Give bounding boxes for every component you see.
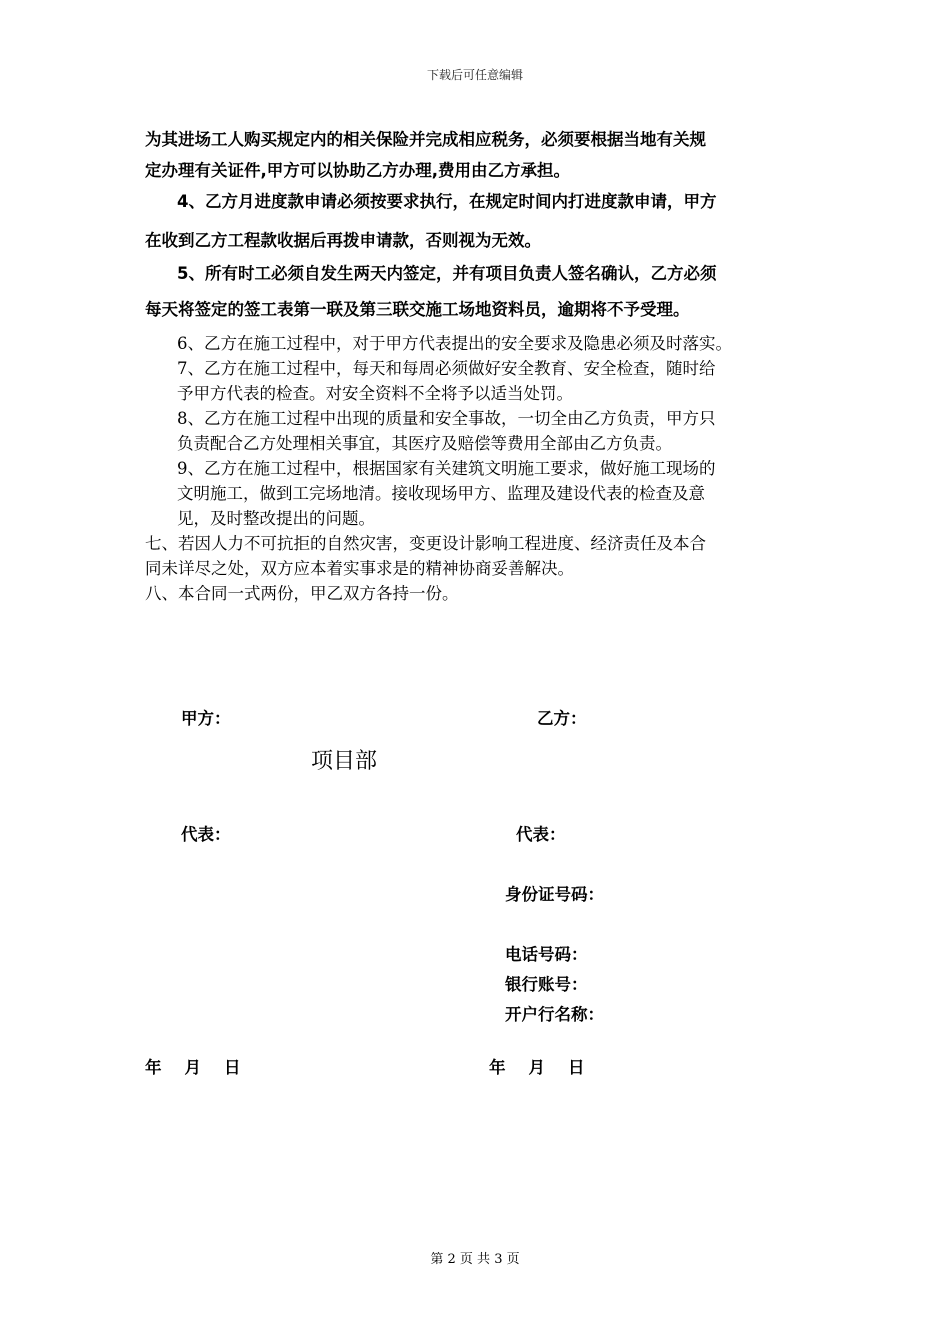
rep-b-label: 代表： bbox=[516, 825, 566, 844]
party-a-label: 甲方： bbox=[181, 709, 231, 728]
bank-account-label: 银行账号： bbox=[505, 975, 588, 994]
body-line: 在收到乙方工程款收据后再拨申请款，否则视为无效。 bbox=[145, 231, 541, 250]
phone-label: 电话号码： bbox=[505, 945, 588, 964]
page-header: 下载后可任意编辑 bbox=[426, 68, 523, 82]
body-line: 4、乙方月进度款申请必须按要求执行，在规定时间内打进度款申请，甲方 bbox=[177, 192, 717, 211]
body-line: 5、所有时工必须自发生两天内签定，并有项目负责人签名确认，乙方必须 bbox=[177, 264, 717, 283]
body-line: 8、乙方在施工过程中出现的质量和安全事故，一切全由乙方负责，甲方只 bbox=[177, 409, 716, 428]
rep-a-label: 代表： bbox=[181, 825, 231, 844]
body-line: 为其进场工人购买规定内的相关保险并完成相应税务，必须要根据当地有关规 bbox=[145, 130, 706, 149]
page-footer: 第 2 页 共 3 页 bbox=[430, 1252, 520, 1267]
body-line: 6、乙方在施工过程中，对于甲方代表提出的安全要求及隐患必须及时落实。 bbox=[177, 334, 732, 353]
body-line: 7、乙方在施工过程中，每天和每周必须做好安全教育、安全检查，随时给 bbox=[177, 359, 716, 378]
body-line: 文明施工，做到工完场地清。接收现场甲方、监理及建设代表的检查及意 bbox=[177, 484, 705, 503]
body-line: 同未详尽之处，双方应本着实事求是的精神协商妥善解决。 bbox=[145, 559, 574, 578]
date-a: 年 月 日 bbox=[145, 1058, 241, 1077]
party-b-label: 乙方： bbox=[537, 709, 587, 728]
date-b: 年 月 日 bbox=[489, 1058, 585, 1077]
body-line: 9、乙方在施工过程中，根据国家有关建筑文明施工要求，做好施工现场的 bbox=[177, 459, 716, 478]
bank-name-label: 开户行名称： bbox=[505, 1005, 604, 1024]
body-line: 八、本合同一式两份，甲乙双方各持一份。 bbox=[145, 584, 459, 603]
body-line: 予甲方代表的检查。对安全资料不全将予以适当处罚。 bbox=[177, 384, 573, 403]
body-line: 定办理有关证件,甲方可以协助乙方办理,费用由乙方承担。 bbox=[145, 161, 571, 180]
body-line: 每天将签定的签工表第一联及第三联交施工场地资料员，逾期将不予受理。 bbox=[145, 300, 690, 319]
body-line: 七、若因人力不可抗拒的自然灾害，变更设计影响工程进度、经济责任及本合 bbox=[145, 534, 706, 553]
project-dept: 项目部 bbox=[311, 749, 378, 774]
id-number-label: 身份证号码： bbox=[505, 885, 604, 904]
body-line: 见，及时整改提出的问题。 bbox=[177, 509, 375, 528]
body-line: 负责配合乙方处理相关事宜，其医疗及赔偿等费用全部由乙方负责。 bbox=[177, 434, 672, 453]
